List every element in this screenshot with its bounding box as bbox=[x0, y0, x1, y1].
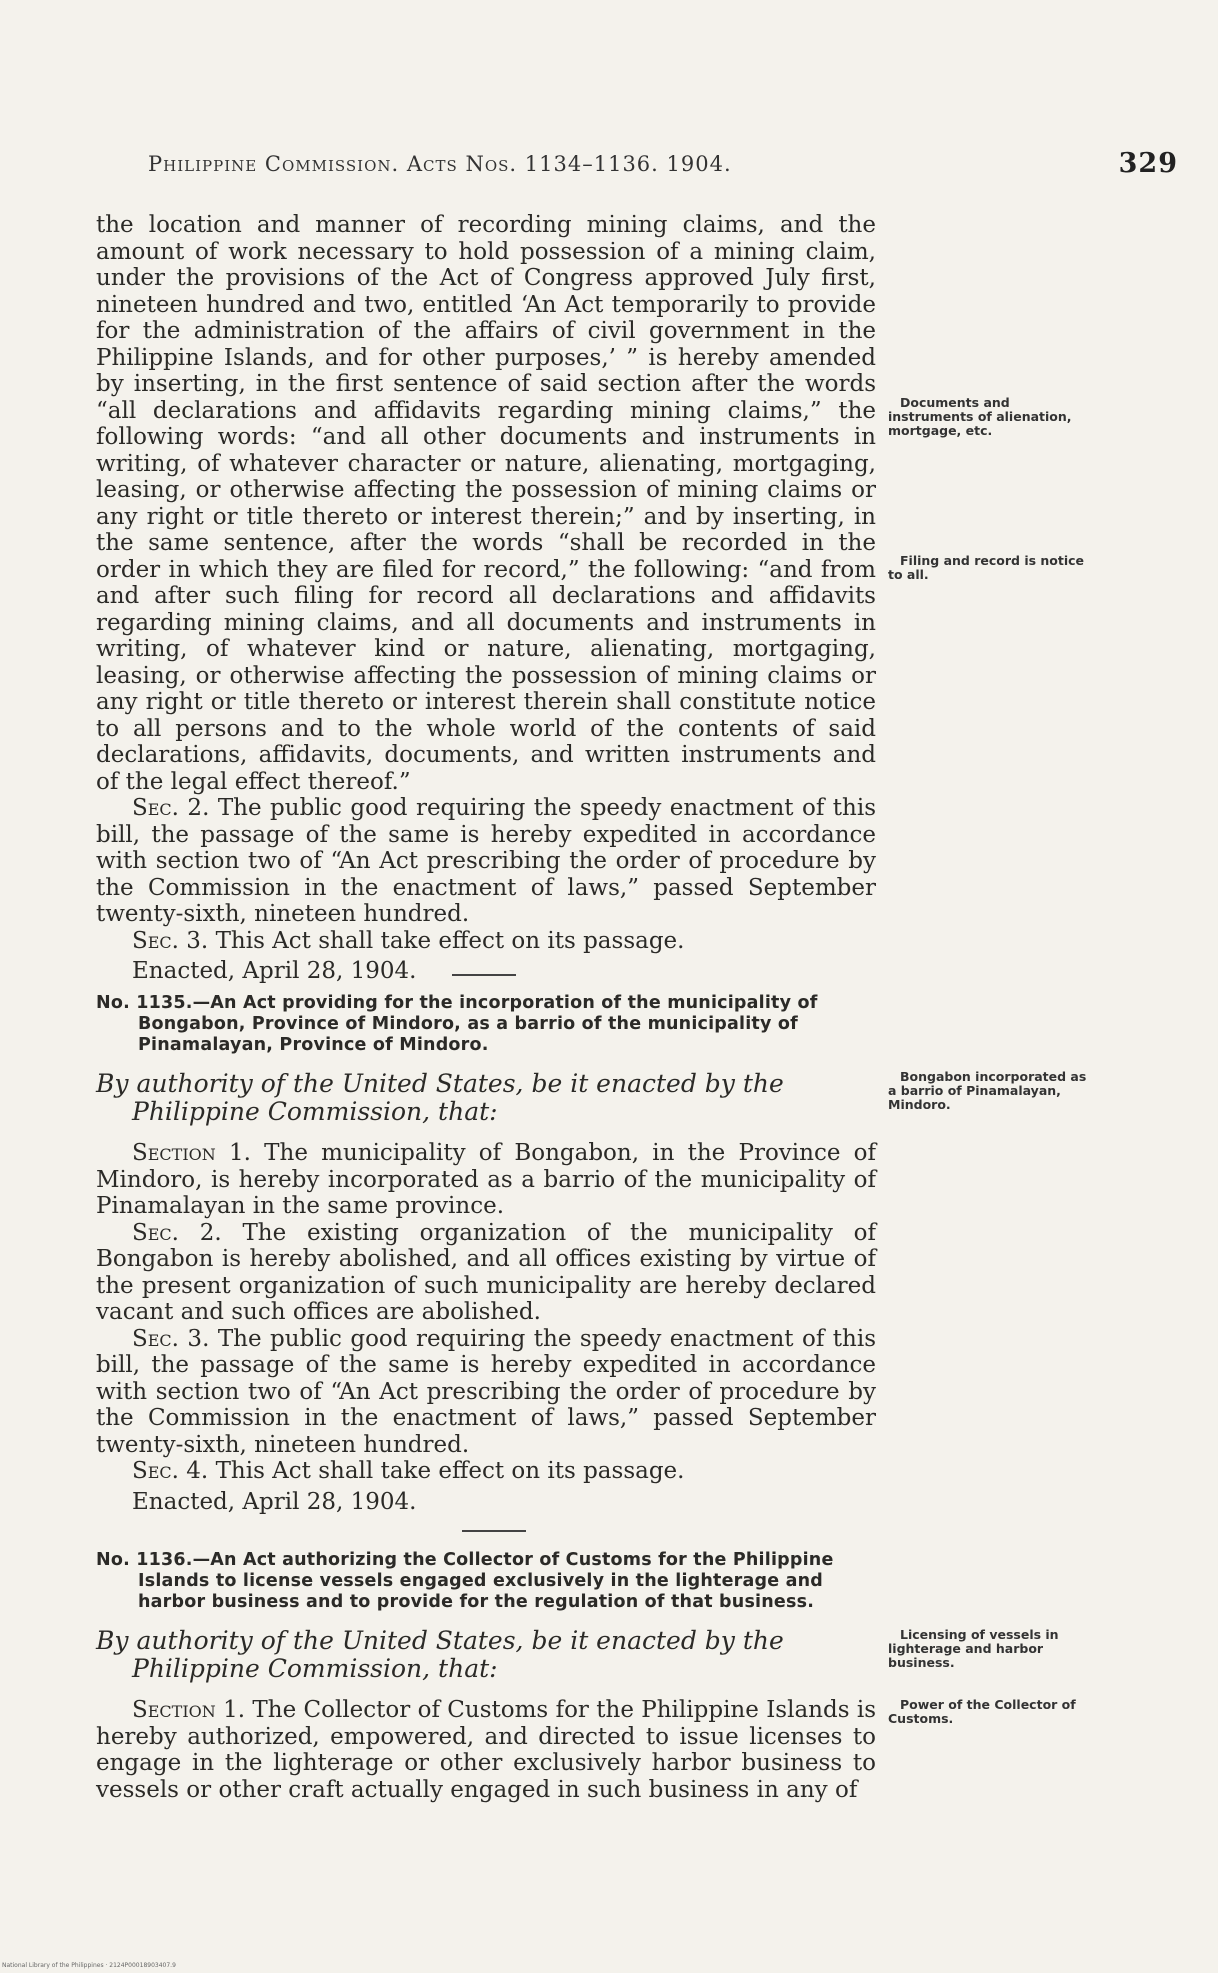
page-number: 329 bbox=[1118, 148, 1178, 179]
section-text: The municipality of Bongabon, in the Province of Mindoro, is hereby incorporated as a barrio of the municipality of Pinamalayan in the same province. bbox=[96, 1140, 877, 1219]
act-1135-sec3 bbox=[96, 1326, 876, 1459]
act-1136-sec1 bbox=[96, 1697, 876, 1803]
section-label: Section 1. bbox=[132, 1697, 246, 1723]
margin-note-licensing: Licensing of vessels in lighterage and harbor business. bbox=[888, 1627, 1059, 1670]
section-text: The existing organization of the municipality of Bongabon is hereby abolished, and all offices existing by virtue of the present organization of such municipality are hereby declared vacant and such offices are abolished. bbox=[96, 1219, 877, 1325]
enacting-clause: By authority of the United States, be it enacted by the Philippine Commission, that: bbox=[96, 1626, 784, 1683]
act-1134-sec2 bbox=[96, 795, 876, 928]
section-label: Section 1. bbox=[132, 1140, 251, 1166]
section-label: Sec. 2. bbox=[132, 795, 210, 821]
section-label: Sec. 2. bbox=[132, 1219, 222, 1246]
scan-credit: National Library of the Philippines · 2124P00018903407.9 bbox=[2, 1962, 176, 1969]
enacting-clause: By authority of the United States, be it enacted by the Philippine Commission, that: bbox=[96, 1069, 784, 1126]
act-1135-sec2 bbox=[96, 1220, 876, 1326]
header-title: Philippine Commission. Acts Nos. 1134–1136. 1904. bbox=[148, 152, 732, 176]
section-text: The public good requiring the speedy enactment of this bill, the passage of the same is hereby expedited in accordance with section two of “An Act prescribing the order of procedure by the Commission in the enactment of laws,” passed September twenty-sixth, nineteen hundred. bbox=[96, 1325, 877, 1458]
section-label: Sec. 4. bbox=[132, 1458, 209, 1484]
running-header bbox=[148, 148, 1178, 184]
act-title: No. 1135.—An Act providing for the incorporation of the municipality of Bongabon, Province of Mindoro, as a barrio of the municipality of Pinamalayan, Province of Mindoro. bbox=[96, 993, 818, 1055]
margin-note-filing: Filing and record is notice to all. bbox=[888, 553, 1085, 582]
section-label: Sec. 3. bbox=[132, 927, 209, 954]
section-text: The Collector of Customs for the Philippine Islands is hereby authorized, empowered, and directed to issue licenses to engage in the lighterage or other exclusively harbor business to vessels or other craft actually engaged in such business in any of bbox=[96, 1697, 876, 1803]
act-1134-tail bbox=[96, 212, 876, 985]
margin-note-documents: Documents and instruments of alienation, mortgage, etc. bbox=[888, 395, 1072, 438]
margin-note-power: Power of the Collector of Customs. bbox=[888, 1697, 1076, 1726]
section-text: This Act shall take effect on its passage. bbox=[215, 927, 685, 954]
act-1134-sec3 bbox=[96, 928, 876, 955]
section-divider bbox=[452, 974, 516, 976]
margin-note-bongabon: Bongabon incorporated as a barrio of Pinamalayan, Mindoro. bbox=[888, 1069, 1087, 1112]
section-label: Sec. 3. bbox=[132, 1325, 210, 1352]
section-text: The public good requiring the speedy enactment of this bill, the passage of the same is hereby expedited in accordance with section two of “An Act prescribing the order of procedure by the Commission in the enactment of laws,” passed September twenty-sixth, nineteen hundred. bbox=[96, 795, 877, 927]
act-1135-sec1 bbox=[96, 1140, 876, 1220]
act-1135-sec4 bbox=[96, 1458, 876, 1485]
enacted-line: Enacted, April 28, 1904. bbox=[132, 1488, 417, 1515]
act-1134-paragraph: the location and manner of recording mining claims, and the amount of work necessary to hold possession of a mining claim, under the provisions of the Act of Congress approved July first, nineteen hundred and two, entitled ‘An Act temporarily to provide for the administration of the affairs of civil government in the Philippine Islands, and for other purposes,’ ” is hereby amended by inserting, in the first sentence of said section after the words “all declarations and affidavits regarding mining claims,” the following words: “and all other documents and instruments in writing, of whatever character or nature, alienating, mortgaging, leasing, or otherwise affecting the possession of mining claims or any right or title thereto or interest therein;” and by inserting, in the same sentence, after the words “shall be recorded in the order in which they are filed for record,” the following: “and from and after such filing for record all declarations and affidavits regarding mining claims, and all documents and instruments in writing, of whatever kind or nature, alienating, mortgaging, leasing, or otherwise affecting the possession of mining claims or any right or title thereto or interest therein shall constitute notice to all persons and to the whole world of the contents of said declarations, affidavits, documents, and written instruments and of the legal effect thereof.” bbox=[96, 212, 876, 795]
section-text: This Act shall take effect on its passage. bbox=[215, 1458, 685, 1484]
act-1135 bbox=[96, 993, 876, 1515]
act-title: No. 1136.—An Act authorizing the Collector of Customs for the Philippine Islands to license vessels engaged exclusively in the lighterage and harbor business and to provide for the regulation of that business. bbox=[96, 1550, 834, 1612]
enacted-line: Enacted, April 28, 1904. bbox=[132, 958, 417, 984]
act-1136 bbox=[96, 1550, 876, 1803]
section-divider bbox=[462, 1530, 526, 1532]
